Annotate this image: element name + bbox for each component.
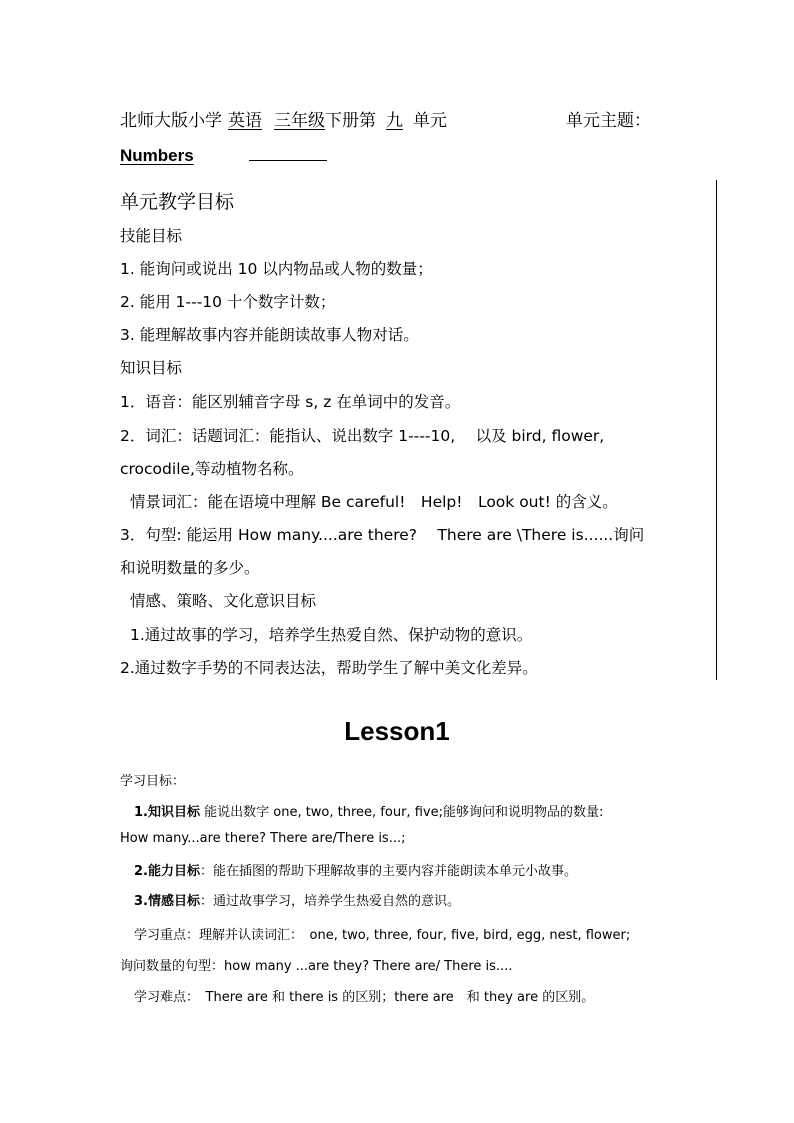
goal-affect bbox=[134, 890, 460, 909]
affect-item-2: 2.通过数字手势的不同表达法，帮助学生了解中美文化差异。 bbox=[120, 659, 538, 677]
knowledge-item-3: 3．句型: 能运用 How many....are there? There are \There is......询问 bbox=[120, 526, 645, 544]
study-goals-label: 学习目标： bbox=[120, 774, 186, 789]
goal-knowledge-cont: How many...are there? There are/There is...; bbox=[120, 831, 406, 846]
lesson-title: Lesson1 bbox=[344, 716, 450, 746]
goals-title: 单元教学目标 bbox=[120, 191, 235, 213]
goal-knowledge-text: 能说出数字 one, two, three, four, five;能够询问和说明物品的数量: bbox=[199, 805, 604, 820]
skill-item-2: 2. 能用 1---10 十个数字计数； bbox=[120, 293, 336, 311]
theme-line bbox=[120, 146, 327, 166]
goal-affect-text: ：通过故事学习，培养学生热爱自然的意识。 bbox=[199, 894, 460, 909]
affect-title: 情感、策略、文化意识目标 bbox=[130, 592, 317, 610]
goal-knowledge-label: 1.知识目标 bbox=[134, 805, 200, 820]
header-unit-number: 九 bbox=[386, 111, 403, 131]
goal-ability-text: ：能在插图的帮助下理解故事的主要内容并能朗读本单元小故事。 bbox=[199, 864, 577, 879]
header-grade: 三年级 bbox=[274, 111, 325, 131]
difficult-point-text: There are 和 there is 的区别；there are 和 they are 的区别。 bbox=[192, 990, 595, 1005]
difficult-point bbox=[134, 986, 594, 1005]
header-prefix: 北师大版小学 bbox=[120, 111, 222, 131]
goal-ability bbox=[134, 860, 577, 879]
knowledge-title: 知识目标 bbox=[120, 359, 183, 377]
knowledge-item-1: 1．语音：能区别辅音字母 s, z 在单词中的发音。 bbox=[120, 393, 461, 411]
knowledge-item-2: 2．词汇：话题词汇：能指认、说出数字 1----10, 以及 bird, flower, bbox=[120, 427, 605, 445]
key-point bbox=[134, 924, 630, 943]
affect-item-1: 1.通过故事的学习，培养学生热爱自然、保护动物的意识。 bbox=[130, 626, 533, 644]
goal-affect-label: 3.情感目标 bbox=[134, 894, 200, 909]
knowledge-item-2-cont: crocodile,等动植物名称。 bbox=[120, 460, 304, 478]
theme-blank bbox=[249, 146, 327, 161]
goal-ability-label: 2.能力目标 bbox=[134, 864, 200, 879]
header-unit-suffix: 单元 bbox=[413, 111, 447, 131]
goal-knowledge bbox=[134, 801, 603, 820]
knowledge-item-3-cont: 和说明数量的多少。 bbox=[120, 559, 260, 577]
table-border bbox=[716, 180, 717, 680]
knowledge-item-2-scene: 情景词汇：能在语境中理解 Be careful! Help! Look out! 的含义。 bbox=[130, 493, 618, 511]
key-point-cont: 询问数量的句型：how many ...are they? There are/ There is.... bbox=[120, 959, 513, 974]
skill-item-1: 1. 能询问或说出 10 以内物品或人物的数量； bbox=[120, 260, 433, 278]
theme-label: 单元主题： bbox=[566, 111, 651, 131]
skill-title: 技能目标 bbox=[120, 227, 183, 245]
header-mid: 下册第 bbox=[325, 111, 376, 131]
header-subject: 英语 bbox=[228, 111, 262, 131]
header-line bbox=[120, 106, 447, 131]
theme-value: Numbers bbox=[120, 146, 194, 165]
difficult-point-label: 学习难点： bbox=[134, 990, 193, 1005]
skill-item-3: 3. 能理解故事内容并能朗读故事人物对话。 bbox=[120, 326, 419, 344]
key-point-text: ：理解并认读词汇： one, two, three, four, five, bird, egg, nest, flower; bbox=[186, 928, 631, 943]
key-point-label: 学习重点 bbox=[134, 928, 187, 943]
